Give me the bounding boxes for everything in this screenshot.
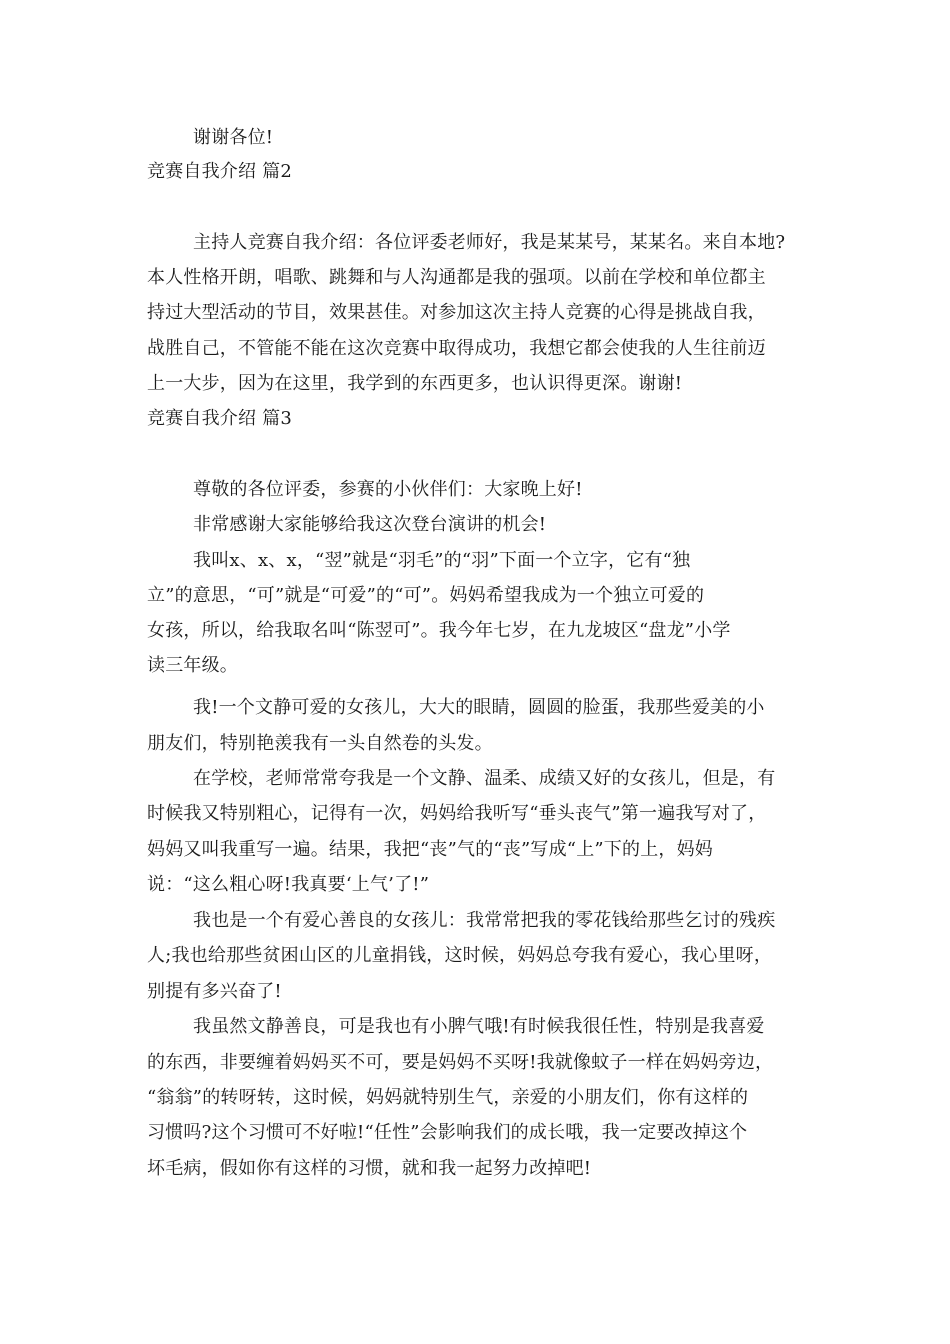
text-line: 坏毛病，假如你有这样的习惯，就和我一起努力改掉吧! <box>147 1158 592 1179</box>
text-line: 立”的意思，“可”就是“可爱”的“可”。妈妈希望我成为一个独立可爱的 <box>147 585 705 606</box>
section-heading-2: 竞赛自我介绍 篇2 <box>147 161 292 182</box>
text-line: 尊敬的各位评委，参赛的小伙伴们：大家晚上好! <box>193 479 583 500</box>
text-line: 妈妈又叫我重写一遍。结果，我把“丧”气的“丧”写成“上”下的上，妈妈 <box>147 839 714 860</box>
text-line: 我也是一个有爱心善良的女孩儿：我常常把我的零花钱给那些乞讨的残疾 <box>193 910 776 931</box>
text-line: 别提有多兴奋了! <box>147 981 282 1002</box>
text-line: 持过大型活动的节目，效果甚佳。对参加这次主持人竞赛的心得是挑战自我， <box>147 302 766 323</box>
closing-line: 谢谢各位! <box>193 127 274 148</box>
text-line: 的东西，非要缠着妈妈买不可，要是妈妈不买呀!我就像蚊子一样在妈妈旁边， <box>147 1052 774 1073</box>
text-line: 说：“这么粗心呀!我真要‘上气’了!” <box>147 874 430 895</box>
text-line: 本人性格开朗，唱歌、跳舞和与人沟通都是我的强项。以前在学校和单位都主 <box>147 267 766 288</box>
text-line: 上一大步，因为在这里，我学到的东西更多，也认识得更深。谢谢! <box>147 373 683 394</box>
section-heading-3: 竞赛自我介绍 篇3 <box>147 408 292 429</box>
text-line: 人;我也给那些贫困山区的儿童捐钱，这时候，妈妈总夸我有爱心，我心里呀， <box>147 945 773 966</box>
text-line: 在学校，老师常常夸我是一个文静、温柔、成绩又好的女孩儿，但是，有 <box>193 768 776 789</box>
text-line: 我虽然文静善良，可是我也有小脾气哦!有时候我很任性，特别是我喜爱 <box>193 1016 765 1037</box>
text-line: 非常感谢大家能够给我这次登台演讲的机会! <box>193 514 547 535</box>
text-line: “翁翁”的转呀转，这时候，妈妈就特别生气，亲爱的小朋友们，你有这样的 <box>147 1087 749 1108</box>
text-line: 时候我又特别粗心，记得有一次，妈妈给我听写“垂头丧气”第一遍我写对了， <box>147 803 767 824</box>
text-line: 读三年级。 <box>147 655 238 676</box>
text-line: 朋友们，特别艳羡我有一头自然卷的头发。 <box>147 733 493 754</box>
text-line: 主持人竞赛自我介绍：各位评委老师好，我是某某号，某某名。来自本地? <box>193 232 786 253</box>
text-line: 我叫x、x、x，“翌”就是“羽毛”的“羽”下面一个立字，它有“独 <box>193 550 691 571</box>
text-line: 我!一个文静可爱的女孩儿，大大的眼睛，圆圆的脸蛋，我那些爱美的小 <box>193 697 765 718</box>
text-line: 女孩，所以，给我取名叫“陈翌可”。我今年七岁，在九龙坡区“盘龙”小学 <box>147 620 731 641</box>
text-line: 习惯吗?这个习惯可不好啦!“任性”会影响我们的成长哦，我一定要改掉这个 <box>147 1122 748 1143</box>
text-line: 战胜自己，不管能不能在这次竞赛中取得成功，我想它都会使我的人生往前迈 <box>147 338 766 359</box>
